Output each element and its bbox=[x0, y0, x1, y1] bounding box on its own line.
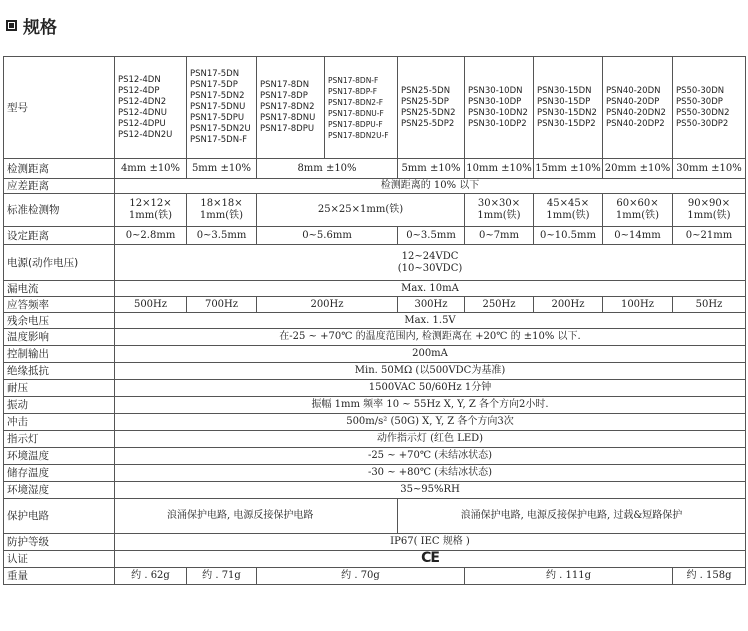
weight-cell: 约 . 158g bbox=[673, 568, 746, 585]
model-group-7: PSN30-15DN PSN30-15DP PSN30-15DN2 PSN30-15DP2 bbox=[534, 57, 603, 159]
row-storage-temp bbox=[4, 465, 746, 482]
set-distance-cell: 0~10.5mm bbox=[534, 227, 603, 245]
response-cell: 50Hz bbox=[673, 297, 746, 313]
row-hysteresis bbox=[4, 179, 746, 194]
row-ambient-temp bbox=[4, 448, 746, 465]
distance-cell: 20mm ±10% bbox=[603, 159, 673, 179]
section-title-text: 规格 bbox=[23, 17, 57, 38]
insulation-value: Min. 50MΩ (以500VDC为基准) bbox=[115, 363, 746, 380]
set-distance-cell: 0~21mm bbox=[673, 227, 746, 245]
label-insulation: 绝缘抵抗 bbox=[4, 363, 115, 380]
distance-cell: 8mm ±10% bbox=[257, 159, 398, 179]
label-std-object: 标准检测物 bbox=[4, 194, 115, 227]
label-temp-effect: 温度影响 bbox=[4, 329, 115, 346]
label-humidity: 环境湿度 bbox=[4, 482, 115, 499]
storage-temp-value: -30 ~ +80℃ (未结冰状态) bbox=[115, 465, 746, 482]
humidity-value: 35~95%RH bbox=[115, 482, 746, 499]
label-vibration: 振动 bbox=[4, 397, 115, 414]
weight-cell: 约 . 70g bbox=[257, 568, 465, 585]
model-group-6: PSN30-10DN PSN30-10DP PSN30-10DN2 PSN30-10DP2 bbox=[465, 57, 534, 159]
section-title bbox=[6, 14, 57, 36]
vibration-value: 振幅 1mm 频率 10 ~ 55Hz X, Y, Z 各个方向2小时. bbox=[115, 397, 746, 414]
row-response bbox=[4, 297, 746, 313]
set-distance-cell: 0~2.8mm bbox=[115, 227, 187, 245]
label-leakage: 漏电流 bbox=[4, 281, 115, 297]
protection-circuit-cell: 浪涌保护电路, 电源反接保护电路 bbox=[115, 499, 398, 534]
shock-value: 500m/s² (50G) X, Y, Z 各个方向3次 bbox=[115, 414, 746, 431]
response-cell: 300Hz bbox=[398, 297, 465, 313]
label-storage-temp: 储存温度 bbox=[4, 465, 115, 482]
label-shock: 冲击 bbox=[4, 414, 115, 431]
weight-cell: 约 . 111g bbox=[465, 568, 673, 585]
response-cell: 700Hz bbox=[187, 297, 257, 313]
model-group-2: PSN17-5DN PSN17-5DP PSN17-5DN2 PSN17-5DNU PSN17-5DPU PSN17-5DN2U PSN17-5DN-F bbox=[187, 57, 257, 159]
label-power: 电源(动作电压) bbox=[4, 245, 115, 281]
spec-table bbox=[3, 56, 746, 585]
label-protection-circuit: 保护电路 bbox=[4, 499, 115, 534]
row-model bbox=[4, 57, 746, 159]
label-withstand: 耐压 bbox=[4, 380, 115, 397]
label-protection-grade: 防护等级 bbox=[4, 534, 115, 551]
set-distance-cell: 0~5.6mm bbox=[257, 227, 398, 245]
row-shock bbox=[4, 414, 746, 431]
distance-cell: 5mm ±10% bbox=[398, 159, 465, 179]
response-cell: 250Hz bbox=[465, 297, 534, 313]
row-std-object bbox=[4, 194, 746, 227]
label-response: 应答频率 bbox=[4, 297, 115, 313]
indicator-value: 动作指示灯 (红色 LED) bbox=[115, 431, 746, 448]
distance-cell: 4mm ±10% bbox=[115, 159, 187, 179]
protection-grade-value: IP67( IEC 规格 ) bbox=[115, 534, 746, 551]
response-cell: 200Hz bbox=[257, 297, 398, 313]
row-vibration bbox=[4, 397, 746, 414]
model-group-8: PSN40-20DN PSN40-20DP PSN40-20DN2 PSN40-20DP2 bbox=[603, 57, 673, 159]
std-object-cell: 60×60× 1mm(铁) bbox=[603, 194, 673, 227]
set-distance-cell: 0~3.5mm bbox=[398, 227, 465, 245]
distance-cell: 30mm ±10% bbox=[673, 159, 746, 179]
model-group-9: PS50-30DN PS50-30DP PS50-30DN2 PS50-30DP2 bbox=[673, 57, 746, 159]
row-distance bbox=[4, 159, 746, 179]
std-object-cell: 90×90× 1mm(铁) bbox=[673, 194, 746, 227]
response-cell: 100Hz bbox=[603, 297, 673, 313]
model-group-3: PSN17-8DN PSN17-8DP PSN17-8DN2 PSN17-8DNU PSN17-8DPU bbox=[257, 57, 325, 159]
row-certification bbox=[4, 551, 746, 568]
model-group-5: PSN25-5DN PSN25-5DP PSN25-5DN2 PSN25-5DP2 bbox=[398, 57, 465, 159]
weight-cell: 约 . 71g bbox=[187, 568, 257, 585]
row-protection-circuit bbox=[4, 499, 746, 534]
certification-value bbox=[115, 551, 746, 568]
row-humidity bbox=[4, 482, 746, 499]
ce-mark-icon: CE bbox=[421, 550, 439, 566]
label-set-distance: 设定距离 bbox=[4, 227, 115, 245]
std-object-cell: 25×25×1mm(铁) bbox=[257, 194, 465, 227]
row-leakage bbox=[4, 281, 746, 297]
response-cell: 200Hz bbox=[534, 297, 603, 313]
distance-cell: 10mm ±10% bbox=[465, 159, 534, 179]
label-indicator: 指示灯 bbox=[4, 431, 115, 448]
label-ambient-temp: 环境温度 bbox=[4, 448, 115, 465]
power-value: 12~24VDC (10~30VDC) bbox=[115, 245, 746, 281]
set-distance-cell: 0~3.5mm bbox=[187, 227, 257, 245]
row-protection-grade bbox=[4, 534, 746, 551]
distance-cell: 15mm ±10% bbox=[534, 159, 603, 179]
row-weight bbox=[4, 568, 746, 585]
row-indicator bbox=[4, 431, 746, 448]
weight-cell: 约 . 62g bbox=[115, 568, 187, 585]
control-output-value: 200mA bbox=[115, 346, 746, 363]
label-control-output: 控制输出 bbox=[4, 346, 115, 363]
row-insulation bbox=[4, 363, 746, 380]
std-object-cell: 18×18× 1mm(铁) bbox=[187, 194, 257, 227]
label-weight: 重量 bbox=[4, 568, 115, 585]
std-object-cell: 12×12× 1mm(铁) bbox=[115, 194, 187, 227]
set-distance-cell: 0~7mm bbox=[465, 227, 534, 245]
label-hysteresis: 应差距离 bbox=[4, 179, 115, 194]
distance-cell: 5mm ±10% bbox=[187, 159, 257, 179]
hysteresis-value: 检测距离的 10% 以下 bbox=[115, 179, 746, 194]
response-cell: 500Hz bbox=[115, 297, 187, 313]
leakage-value: Max. 10mA bbox=[115, 281, 746, 297]
ambient-temp-value: -25 ~ +70℃ (未结冰状态) bbox=[115, 448, 746, 465]
row-power bbox=[4, 245, 746, 281]
std-object-cell: 45×45× 1mm(铁) bbox=[534, 194, 603, 227]
row-residual bbox=[4, 313, 746, 329]
row-set-distance bbox=[4, 227, 746, 245]
model-group-4: PSN17-8DN-F PSN17-8DP-F PSN17-8DN2-F PSN17-8DNU-F PSN17-8DPU-F PSN17-8DN2U-F bbox=[325, 57, 398, 159]
residual-value: Max. 1.5V bbox=[115, 313, 746, 329]
label-residual: 残余电压 bbox=[4, 313, 115, 329]
set-distance-cell: 0~14mm bbox=[603, 227, 673, 245]
protection-circuit-cell: 浪涌保护电路, 电源反接保护电路, 过载&短路保护 bbox=[398, 499, 746, 534]
withstand-value: 1500VAC 50/60Hz 1分钟 bbox=[115, 380, 746, 397]
row-withstand bbox=[4, 380, 746, 397]
temp-effect-value: 在-25 ~ +70℃ 的温度范围内, 检测距离在 +20℃ 的 ±10% 以下. bbox=[115, 329, 746, 346]
row-temp-effect bbox=[4, 329, 746, 346]
label-distance: 检测距离 bbox=[4, 159, 115, 179]
row-control-output bbox=[4, 346, 746, 363]
square-bullet-icon bbox=[6, 20, 17, 31]
model-group-1: PS12-4DN PS12-4DP PS12-4DN2 PS12-4DNU PS12-4DPU PS12-4DN2U bbox=[115, 57, 187, 159]
label-certification: 认证 bbox=[4, 551, 115, 568]
label-model: 型号 bbox=[4, 57, 115, 159]
std-object-cell: 30×30× 1mm(铁) bbox=[465, 194, 534, 227]
